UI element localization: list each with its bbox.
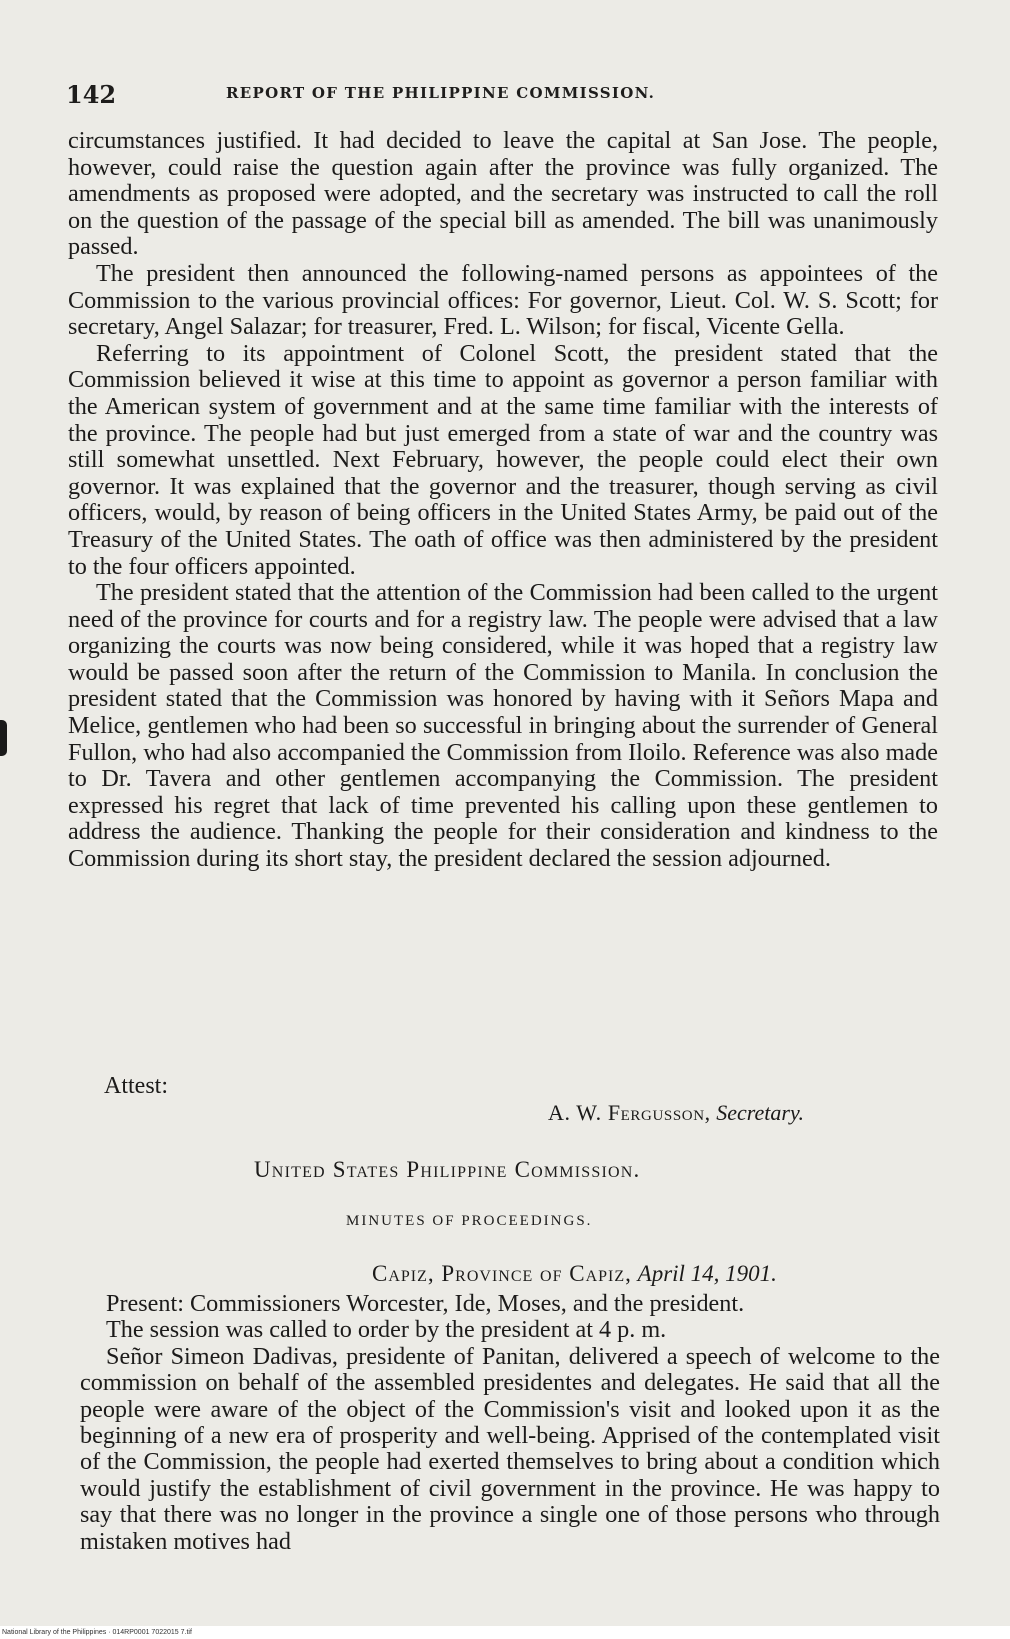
page-number: 142 <box>66 80 117 109</box>
paragraph-present: Present: Commissioners Worcester, Ide, Moses, and the president. <box>106 1290 745 1317</box>
scan-footer <box>0 1628 1010 1639</box>
paragraph-courts: The president stated that the attention of the Commission had been called to the urgent need of the province for courts and for a registry law. The people were advised that a law organizing the courts was now being considered, while it was hoped that a registry law would be passed soon after the return of the Commission to Manila. In conclusion the president stated that the Commission was honored by having with it Señors Mapa and Melice, gentlemen who had been so successful in bringing about the surrender of General Fullon, who had also accompanied the Commission from Iloilo. Reference was also made to Dr. Tavera and other gentlemen accompanying the Commission. The president expressed his regret that lack of time prevented his calling upon these gentlemen to address the audience. Thanking the people for their consideration and kindness to the Commission during its short stay, the president declared the session adjourned. <box>68 579 938 873</box>
dateline <box>372 1261 777 1287</box>
paragraph-appointees: The president then announced the following-named persons as appointees of the Commission to the various provincial offices: For governor, Lieut. Col. W. S. Scott; for secretary, Angel Salazar; for treasurer, Fred. L. Wilson; for fiscal, Vicente Gella. <box>68 259 938 341</box>
paragraph-called-to-order: The session was called to order by the president at 4 p. m. <box>106 1316 667 1344</box>
dateline-date: April 14, 1901. <box>637 1261 777 1286</box>
body-text <box>68 128 938 873</box>
signature-title: Secretary. <box>716 1100 805 1125</box>
attest-label: Attest: <box>104 1073 168 1099</box>
section-title: United States Philippine Commission. <box>254 1157 641 1182</box>
signature-name: A. W. Fergusson, <box>548 1100 711 1125</box>
page-header <box>66 80 946 114</box>
dateline-place: Capiz, Province of Capiz, <box>372 1261 632 1286</box>
section-subtitle: MINUTES OF PROCEEDINGS. <box>346 1213 593 1229</box>
paragraph-colonel-scott: Referring to its appointment of Colonel Scott, the president stated that the Commission believed it wise at this time to appoint as governor a person familiar with the American system of government and at the same time familiar with the interests of the province. The people had but just emerged from a state of war and the country was still somewhat unsettled. Next February, however, the people could elect their own governor. It was explained that the governor and the treasurer, though serving as civil officers, would, by reason of being officers in the United States Army, be paid out of the Treasury of the United States. The oath of office was then administered by the president to the four officers appointed. <box>68 339 938 580</box>
footer-text: National Library of the Philippines · 014RP0001 7022015 7.tif <box>2 1629 192 1636</box>
page-edge-mark <box>0 720 7 756</box>
paragraph-continuation: circumstances justified. It had decided to leave the capital at San Jose. The people, however, could raise the question again after the province was fully organized. The amendments as proposed were adopted, and the secretary was instructed to call the roll on the question of the passage of the special bill as amended. The bill was unanimously passed. <box>68 127 938 261</box>
minutes-text <box>80 1291 940 1555</box>
running-head: REPORT OF THE PHILIPPINE COMMISSION. <box>226 84 656 102</box>
paragraph-dadivas: Señor Simeon Dadivas, presidente of Panitan, delivered a speech of welcome to the commission on behalf of the assembled presidentes and delegates. He said that all the people were aware of the object of the Commission's visit and looked upon it as the beginning of a new era of prosperity and well-being. Apprised of the contemplated visit of the Commission, the people had exerted themselves to bring about a condition which would justify the establishment of civil government in the province. He was happy to say that there was no longer in the province a single one of those persons who through mistaken motives had <box>80 1342 940 1555</box>
signature <box>548 1100 804 1126</box>
